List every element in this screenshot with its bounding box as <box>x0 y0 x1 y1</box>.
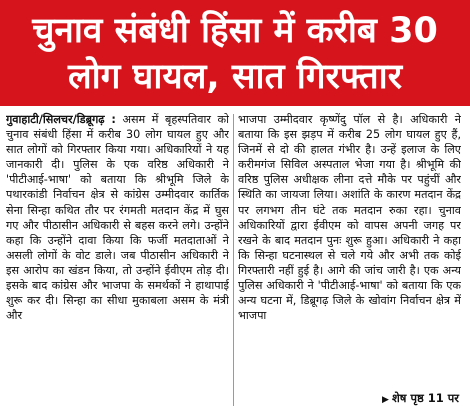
triangle-right-icon: ▶ <box>382 394 389 405</box>
headline-line-1: चुनाव संबंधी हिंसा में करीब 30 <box>32 11 438 51</box>
headline <box>0 0 470 106</box>
dateline: गुवाहाटी/सिलचर/डिब्रूगढ़ : <box>6 113 116 126</box>
article-text-right: भाजपा उम्मीदवार कृष्णेंदु पॉल से है। अधिकारी ने बताया कि इस झड़प में करीब 25 लोग घायल हुए हैं, जिनमें से दो की हालत गंभीर है। उन्हें इलाज के लिए करीमगंज सिविल अस्पताल भेजा गया है। श्रीभूमि की वरिष्ठ पुलिस अधीक्षक लीना दत्ते मौके पर पहुंचीं और स्थिति का जायजा लिया। अशांति के कारण मतदान केंद्र पर लगभग तीन घंटे तक मतदान रुका रहा। चुनाव अधिकारियों द्वारा ईवीएम को वापस अपनी जगह पर रखने के बाद मतदान पुनः शुरू हुआ। अधिकारी ने कहा कि सिन्हा घटनास्थल से चले गये और अभी तक कोई गिरफ्तारी नहीं हुई है। आगे की जांच जारी है। एक अन्य पुलिस अधिकारी ने 'पीटीआई-भाषा' को बताया कि एक अन्य घटना में, डिब्रूगढ़ जिले के खोवांग निर्वाचन क्षेत्र में भाजपा <box>238 113 461 323</box>
continued-notice <box>379 391 459 408</box>
continued-label: शेष पृष्ठ 11 पर <box>391 390 459 405</box>
article-column-right <box>238 112 461 410</box>
column-divider <box>233 114 234 406</box>
article-body <box>6 112 466 410</box>
article-text-left: असम में बृहस्पतिवार को चुनाव संबंधी हिंसा में करीब 30 लोग घायल हुए और सात लोगों को गिरफ्तार किया गया। अधिकारियों ने यह जानकारी दी। पुलिस के एक वरिष्ठ अधिकारी ने 'पीटीआई-भाषा' को बताया कि श्रीभूमि जिले के पथारकांडी निर्वाचन क्षेत्र से कांग्रेस उम्मीदवार कार्तिक सेना सिन्हा कथित तौर पर रंगमती मतदान केंद्र में घुस गए और पीठासीन अधिकारी से बहस करने लगे। उन्होंने कहा कि उन्होंने दावा किया कि फर्जी मतदाताओं ने असली लोगों के वोट डाले। जब पीठासीन अधिकारी ने इस आरोप का खंडन किया, तो उन्होंने ईवीएम तोड़ दी। इसके बाद कांग्रेस और भाजपा के समर्थकों ने हाथापाई शुरू कर दी। सिन्हा का सीधा मुकाबला असम के मंत्री और <box>6 113 229 323</box>
article-column-left <box>6 112 229 410</box>
headline-line-2: लोग घायल, सात गिरफ्तार <box>67 57 403 97</box>
